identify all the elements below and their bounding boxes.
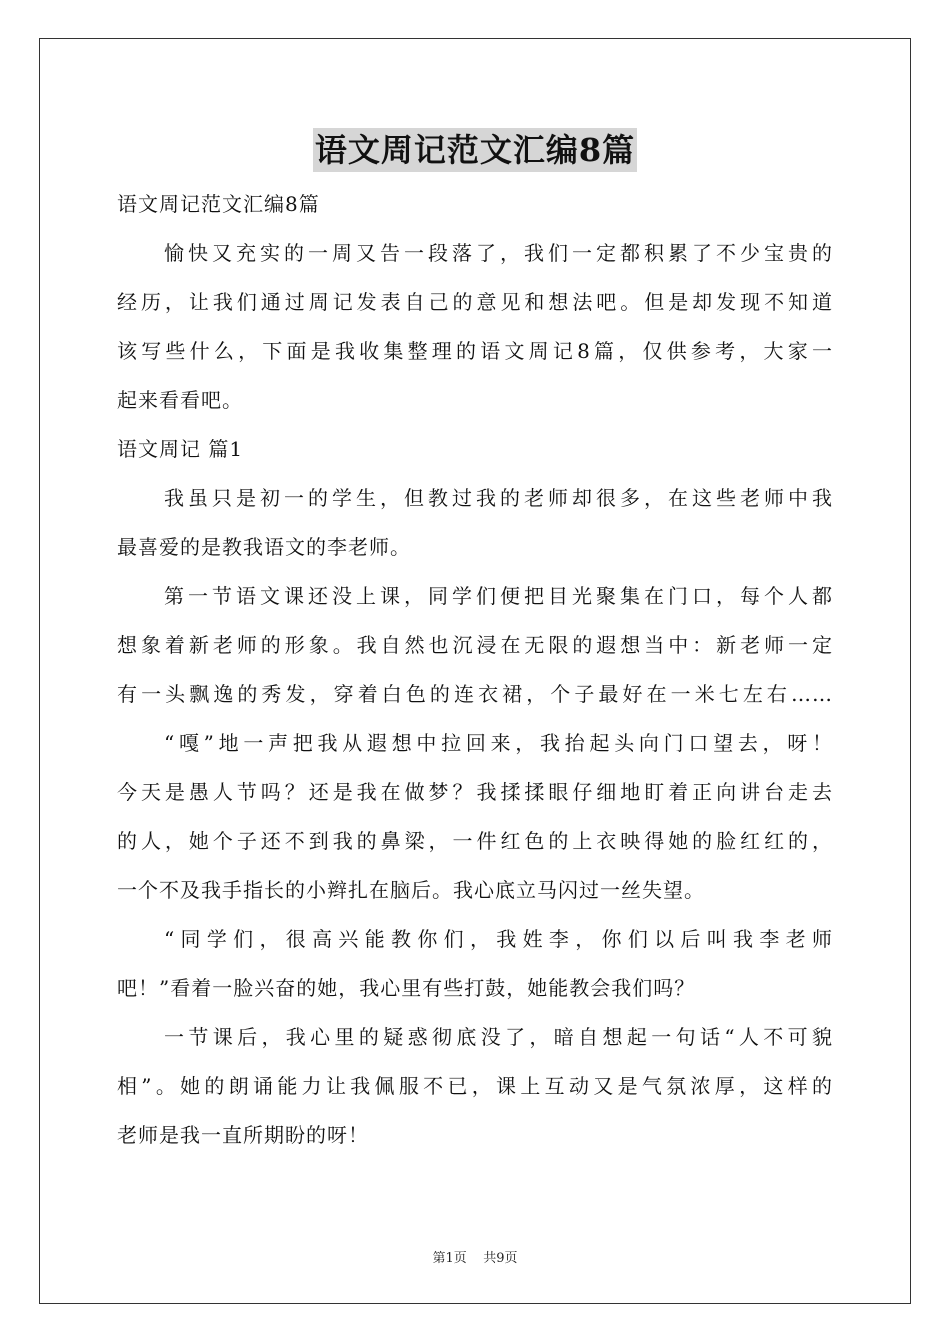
page-number: 第1页 — [432, 1251, 467, 1266]
text-line: 第一节语文课还没上课，同学们便把目光聚集在门口，每个人都 — [164, 584, 833, 608]
text-line: 起来看看吧。 — [117, 388, 243, 412]
page-footer — [0, 1247, 950, 1266]
text-line: 语文周记范文汇编8篇 — [117, 192, 320, 216]
text-line: 有一头飘逸的秀发，穿着白色的连衣裙，个子最好在一米七左右…… — [117, 682, 833, 706]
text-line: “嘎”地一声把我从遐想中拉回来，我抬起头向门口望去，呀！ — [164, 731, 833, 755]
text-line: 我虽只是初一的学生，但教过我的老师却很多，在这些老师中我 — [164, 486, 833, 510]
text-line: 愉快又充实的一周又告一段落了，我们一定都积累了不少宝贵的 — [164, 241, 833, 265]
text-line: 该写些什么，下面是我收集整理的语文周记8篇，仅供参考，大家一 — [117, 339, 833, 363]
text-line: 吧！”看着一脸兴奋的她，我心里有些打鼓，她能教会我们吗？ — [117, 976, 696, 1000]
document-title: 语文周记范文汇编8篇 — [313, 128, 637, 172]
text-line: 老师是我一直所期盼的呀！ — [117, 1123, 369, 1147]
text-line: 最喜爱的是教我语文的李老师。 — [117, 535, 411, 559]
text-line: 相”。她的朗诵能力让我佩服不已，课上互动又是气氛浓厚，这样的 — [117, 1074, 833, 1098]
text-line: 的人，她个子还不到我的鼻梁，一件红色的上衣映得她的脸红红的， — [117, 829, 833, 853]
document-body — [117, 180, 833, 1160]
text-line: 今天是愚人节吗？还是我在做梦？我揉揉眼仔细地盯着正向讲台走去 — [117, 780, 833, 804]
title-container — [0, 128, 950, 172]
text-line: 经历，让我们通过周记发表自己的意见和想法吧。但是却发现不知道 — [117, 290, 833, 314]
text-line: 一节课后，我心里的疑惑彻底没了，暗自想起一句话“人不可貌 — [164, 1025, 833, 1049]
page-total: 共9页 — [483, 1251, 518, 1266]
text-line: “同学们，很高兴能教你们，我姓李，你们以后叫我李老师 — [164, 927, 833, 951]
text-line: 一个不及我手指长的小辫扎在脑后。我心底立马闪过一丝失望。 — [117, 878, 705, 902]
text-line: 想象着新老师的形象。我自然也沉浸在无限的遐想当中：新老师一定 — [117, 633, 833, 657]
text-line: 语文周记 篇1 — [117, 437, 244, 461]
